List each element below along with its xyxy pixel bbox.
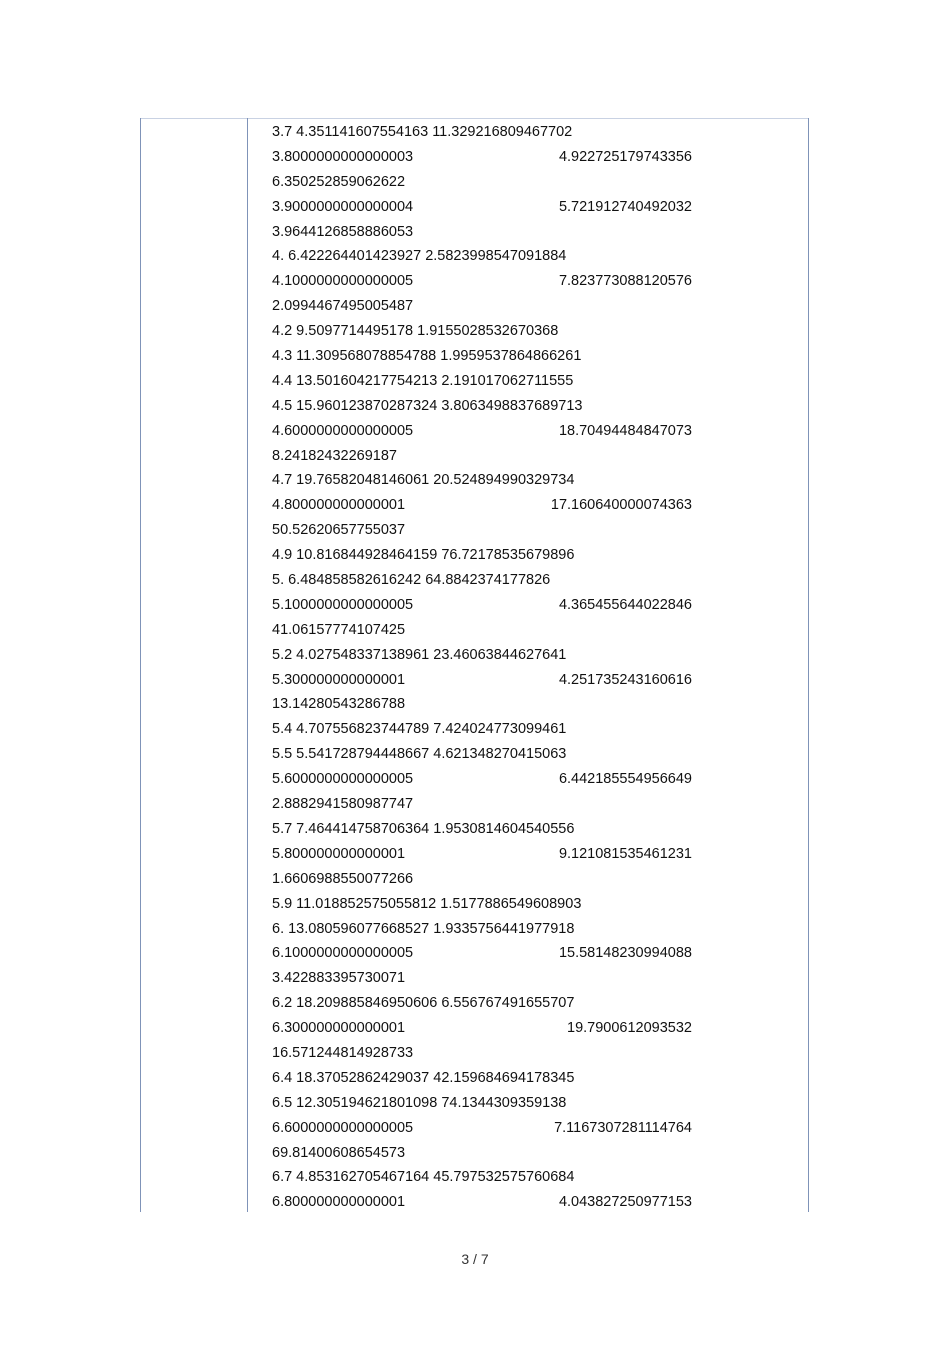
data-line-left: 5.6000000000000005 — [272, 771, 414, 788]
data-line-left: 4.6000000000000005 — [272, 422, 414, 439]
data-line-right: 17.160640000074363 — [550, 497, 692, 514]
data-line — [272, 1190, 692, 1215]
data-line-left: 6.6000000000000005 — [272, 1119, 414, 1136]
data-line-left: 4.800000000000001 — [272, 497, 406, 514]
data-line: 5.5 5.541728794448667 4.621348270415063 — [272, 746, 567, 763]
data-line: 6.4 18.37052862429037 42.159684694178345 — [272, 1069, 575, 1086]
data-line-right: 15.58148230994088 — [558, 945, 692, 962]
data-line-left: 6.800000000000001 — [272, 1194, 406, 1211]
data-line-right: 7.823773088120576 — [558, 273, 692, 290]
data-line: 3.422883395730071 — [272, 970, 406, 987]
data-line-right: 5.721912740492032 — [558, 198, 692, 215]
data-line — [272, 941, 692, 966]
table-top-border — [140, 118, 809, 119]
data-line-left: 5.1000000000000005 — [272, 596, 414, 613]
data-line: 2.8882941580987747 — [272, 796, 414, 813]
data-line: 1.6606988550077266 — [272, 870, 414, 887]
data-line — [272, 419, 692, 444]
data-line: 13.14280543286788 — [272, 696, 406, 713]
data-line-right: 7.1167307281114764 — [554, 1119, 692, 1136]
data-line: 41.06157774107425 — [272, 621, 406, 638]
data-line-left: 3.9000000000000004 — [272, 198, 414, 215]
data-line — [272, 195, 692, 220]
data-line: 4.9 10.816844928464159 76.72178535679896 — [272, 547, 575, 564]
data-line: 4. 6.422264401423927 2.5823998547091884 — [272, 248, 567, 265]
page-number: 3 / 7 — [461, 1251, 489, 1267]
data-line: 50.52620657755037 — [272, 522, 406, 539]
table-right-border — [808, 118, 809, 1212]
data-line — [272, 668, 692, 693]
data-line: 2.0994467495005487 — [272, 298, 414, 315]
data-line — [272, 145, 692, 170]
data-line: 5.2 4.027548337138961 23.46063844627641 — [272, 646, 567, 663]
data-line: 6.350252859062622 — [272, 173, 406, 190]
data-line-right: 4.922725179743356 — [558, 148, 692, 165]
data-line-left: 4.1000000000000005 — [272, 273, 414, 290]
data-line — [272, 842, 692, 867]
data-line-right: 4.043827250977153 — [558, 1194, 692, 1211]
data-line: 3.9644126858886053 — [272, 223, 414, 240]
data-line-left: 6.300000000000001 — [272, 1020, 406, 1037]
data-line: 4.4 13.501604217754213 2.191017062711555 — [272, 372, 574, 389]
table-left-border — [140, 118, 141, 1212]
data-line: 6.5 12.305194621801098 74.1344309359138 — [272, 1094, 567, 1111]
data-line-left: 3.8000000000000003 — [272, 148, 414, 165]
data-line: 8.24182432269187 — [272, 447, 397, 464]
data-line: 6.7 4.853162705467164 45.797532575760684 — [272, 1169, 575, 1186]
data-line — [272, 1116, 692, 1141]
data-line-left: 5.300000000000001 — [272, 671, 406, 688]
data-line: 6. 13.080596077668527 1.9335756441977918 — [272, 920, 575, 937]
data-line: 5.7 7.464414758706364 1.9530814604540556 — [272, 820, 575, 837]
data-line: 5.4 4.707556823744789 7.424024773099461 — [272, 721, 567, 738]
data-line — [272, 1016, 692, 1041]
data-line-right: 6.442185554956649 — [558, 771, 692, 788]
data-line: 6.2 18.209885846950606 6.556767491655707 — [272, 995, 575, 1012]
data-line-left: 6.1000000000000005 — [272, 945, 414, 962]
data-line-right: 19.7900612093532 — [567, 1020, 692, 1037]
data-line — [272, 593, 692, 618]
data-line-right: 4.251735243160616 — [558, 671, 692, 688]
data-line: 4.7 19.76582048146061 20.524894990329734 — [272, 472, 575, 489]
data-line-left: 5.800000000000001 — [272, 845, 406, 862]
data-line: 5.9 11.018852575055812 1.5177886549608903 — [272, 895, 582, 912]
data-line: 4.5 15.960123870287324 3.8063498837689713 — [272, 397, 583, 414]
data-line: 16.571244814928733 — [272, 1044, 414, 1061]
data-line: 3.7 4.351141607554163 11.329216809467702 — [272, 124, 573, 140]
data-line-right: 18.70494484847073 — [558, 422, 692, 439]
data-text-block — [272, 120, 692, 1215]
data-line: 4.2 9.5097714495178 1.9155028532670368 — [272, 323, 559, 340]
table-column-divider — [247, 118, 248, 1212]
data-line: 4.3 11.309568078854788 1.9959537864866261 — [272, 348, 582, 365]
data-line: 69.81400608654573 — [272, 1144, 406, 1161]
data-line — [272, 767, 692, 792]
data-line-right: 4.365455644022846 — [558, 596, 692, 613]
data-line-right: 9.121081535461231 — [558, 845, 692, 862]
data-line — [272, 269, 692, 294]
data-line — [272, 493, 692, 518]
data-line: 5. 6.484858582616242 64.8842374177826 — [272, 572, 551, 589]
